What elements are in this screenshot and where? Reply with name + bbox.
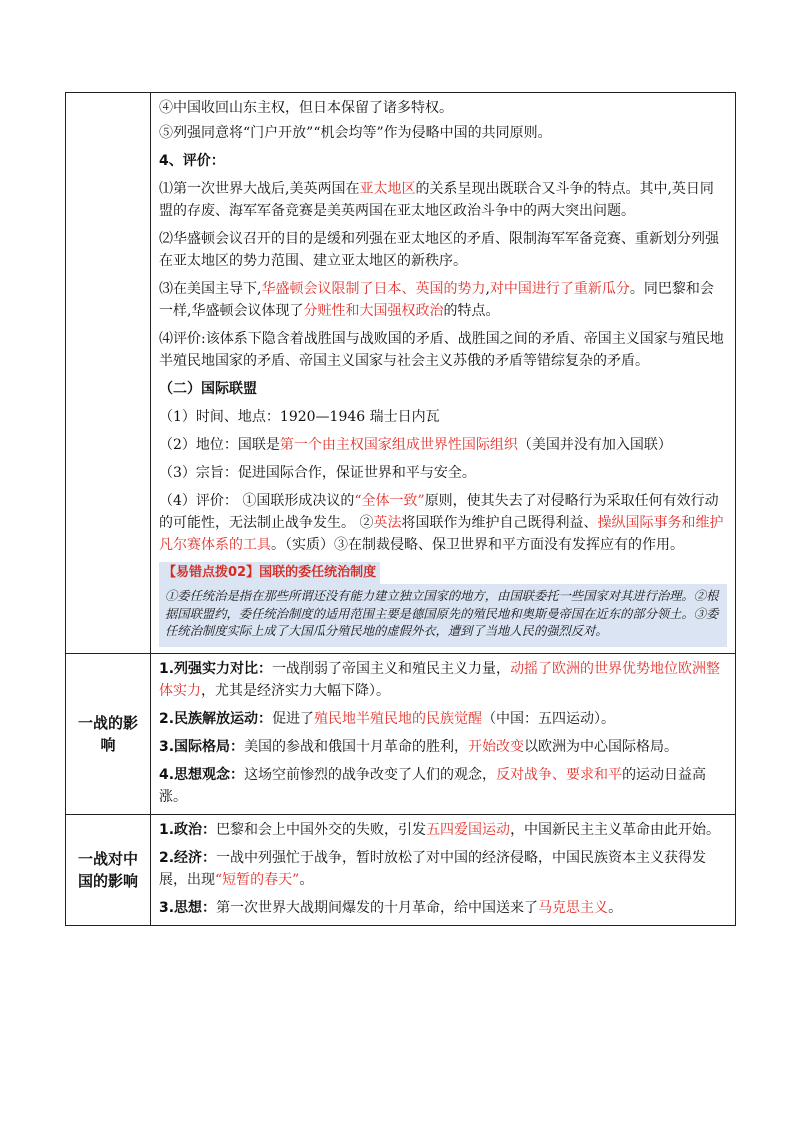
- washington-row: [66, 93, 736, 654]
- league-evaluation: （4）评价： ①国联形成决议的“全体一致”原则，使其失去了对侵略行为采取任何有效行动的可能性，无法制止战争发生。 ②英法将国联作为维护自己既得利益、操纵国际事务和维护凡尔赛体系的工具。（实质）③在制裁侵略、保卫世界和平方面没有发挥应有的作用。: [159, 493, 724, 553]
- league-status: （2）地位：国联是第一个由主权国家组成世界性国际组织（美国并没有加入国联）: [159, 437, 672, 453]
- evaluation-heading: 4、评价：: [159, 153, 225, 169]
- eval-3: ⑶在美国主导下,华盛顿会议限制了日本、英国的势力,对中国进行了重新瓜分。同巴黎和会一样,华盛顿会议体现了分赃性和大国强权政治的特点。: [159, 281, 714, 319]
- league-heading: （二）国际联盟: [159, 381, 257, 397]
- impact-content-cell: [151, 653, 736, 814]
- china-3: 3.思想：第一次世界大战期间爆发的十月革命，给中国送来了马克思主义。: [159, 899, 623, 916]
- impact-2: 2.民族解放运动：促进了殖民地半殖民地的民族觉醒（中国：五四运动）。: [159, 710, 616, 727]
- impact-1: 1.列强实力对比：一战削弱了帝国主义和殖民主义力量，动摇了欧洲的世界优势地位欧洲整体实力，尤其是经济实力大幅下降）。: [159, 660, 721, 699]
- tip-title: 【易错点拨02】国联的委任统治制度: [159, 562, 380, 584]
- china-1: 1.政治：巴黎和会上中国外交的失败，引发五四爱国运动，中国新民主主义革命由此开始。: [159, 821, 721, 838]
- impact-label: 一战的影响: [66, 653, 151, 814]
- tip-text: ①委任统治是指在那些所谓还没有能力建立独立国家的地方，由国联委托一些国家对其进行治理。②根据国联盟约，委任统治制度的适用范围主要是德国原先的殖民地和奥斯曼帝国在近东的部分领土。③委任统治制度实际上成了大国瓜分殖民地的虚假外衣，遭到了当地人民的强烈反对。: [165, 589, 719, 638]
- impact-4: 4.思想观念：这场空前惨烈的战争改变了人们的观念，反对战争、要求和平的运动日益高涨。: [159, 766, 707, 805]
- eval-1: ⑴第一次世界大战后,美英两国在亚太地区的关系呈现出既联合又斗争的特点。其中,英日同盟的存废、海军军备竞赛是美英两国在亚太地区政治斗争中的两大突出问题。: [159, 181, 714, 219]
- washington-left-cell: [66, 93, 151, 654]
- league-purpose: （3）宗旨：促进国际合作，保证世界和平与安全。: [159, 465, 476, 481]
- eval-4: ⑷评价:该体系下隐含着战胜国与战败国的矛盾、战胜国之间的矛盾、帝国主义国家与殖民地半殖民地国家的矛盾、帝国主义国家与社会主义苏俄的矛盾等错综复杂的矛盾。: [159, 331, 724, 369]
- impact-3: 3.国际格局：美国的参战和俄国十月革命的胜利，开始改变以欧洲为中心国际格局。: [159, 738, 679, 755]
- china-2: 2.经济：一战中列强忙于战争，暂时放松了对中国的经济侵略，中国民族资本主义获得发展，出现“短暂的春天”。: [159, 849, 707, 888]
- item-open-door: ⑤列强同意将“门户开放”“机会均等”作为侵略中国的共同原则。: [159, 125, 552, 141]
- eval-2: ⑵华盛顿会议召开的目的是缓和列强在亚太地区的矛盾、限制海军军备竞赛、重新划分列强在亚太地区的势力范围、建立亚太地区的新秩序。: [159, 231, 719, 269]
- china-content-cell: [151, 814, 736, 925]
- washington-content-cell: [151, 93, 736, 654]
- china-row: [66, 814, 736, 925]
- impact-row: [66, 653, 736, 814]
- china-label: 一战对中国的影响: [66, 814, 151, 925]
- tip-box: [159, 584, 727, 647]
- content-table: [65, 92, 736, 926]
- item-shandong: ④中国收回山东主权，但日本保留了诸多特权。: [159, 100, 453, 116]
- league-time: （1）时间、地点：1920—1946 瑞士日内瓦: [159, 409, 440, 425]
